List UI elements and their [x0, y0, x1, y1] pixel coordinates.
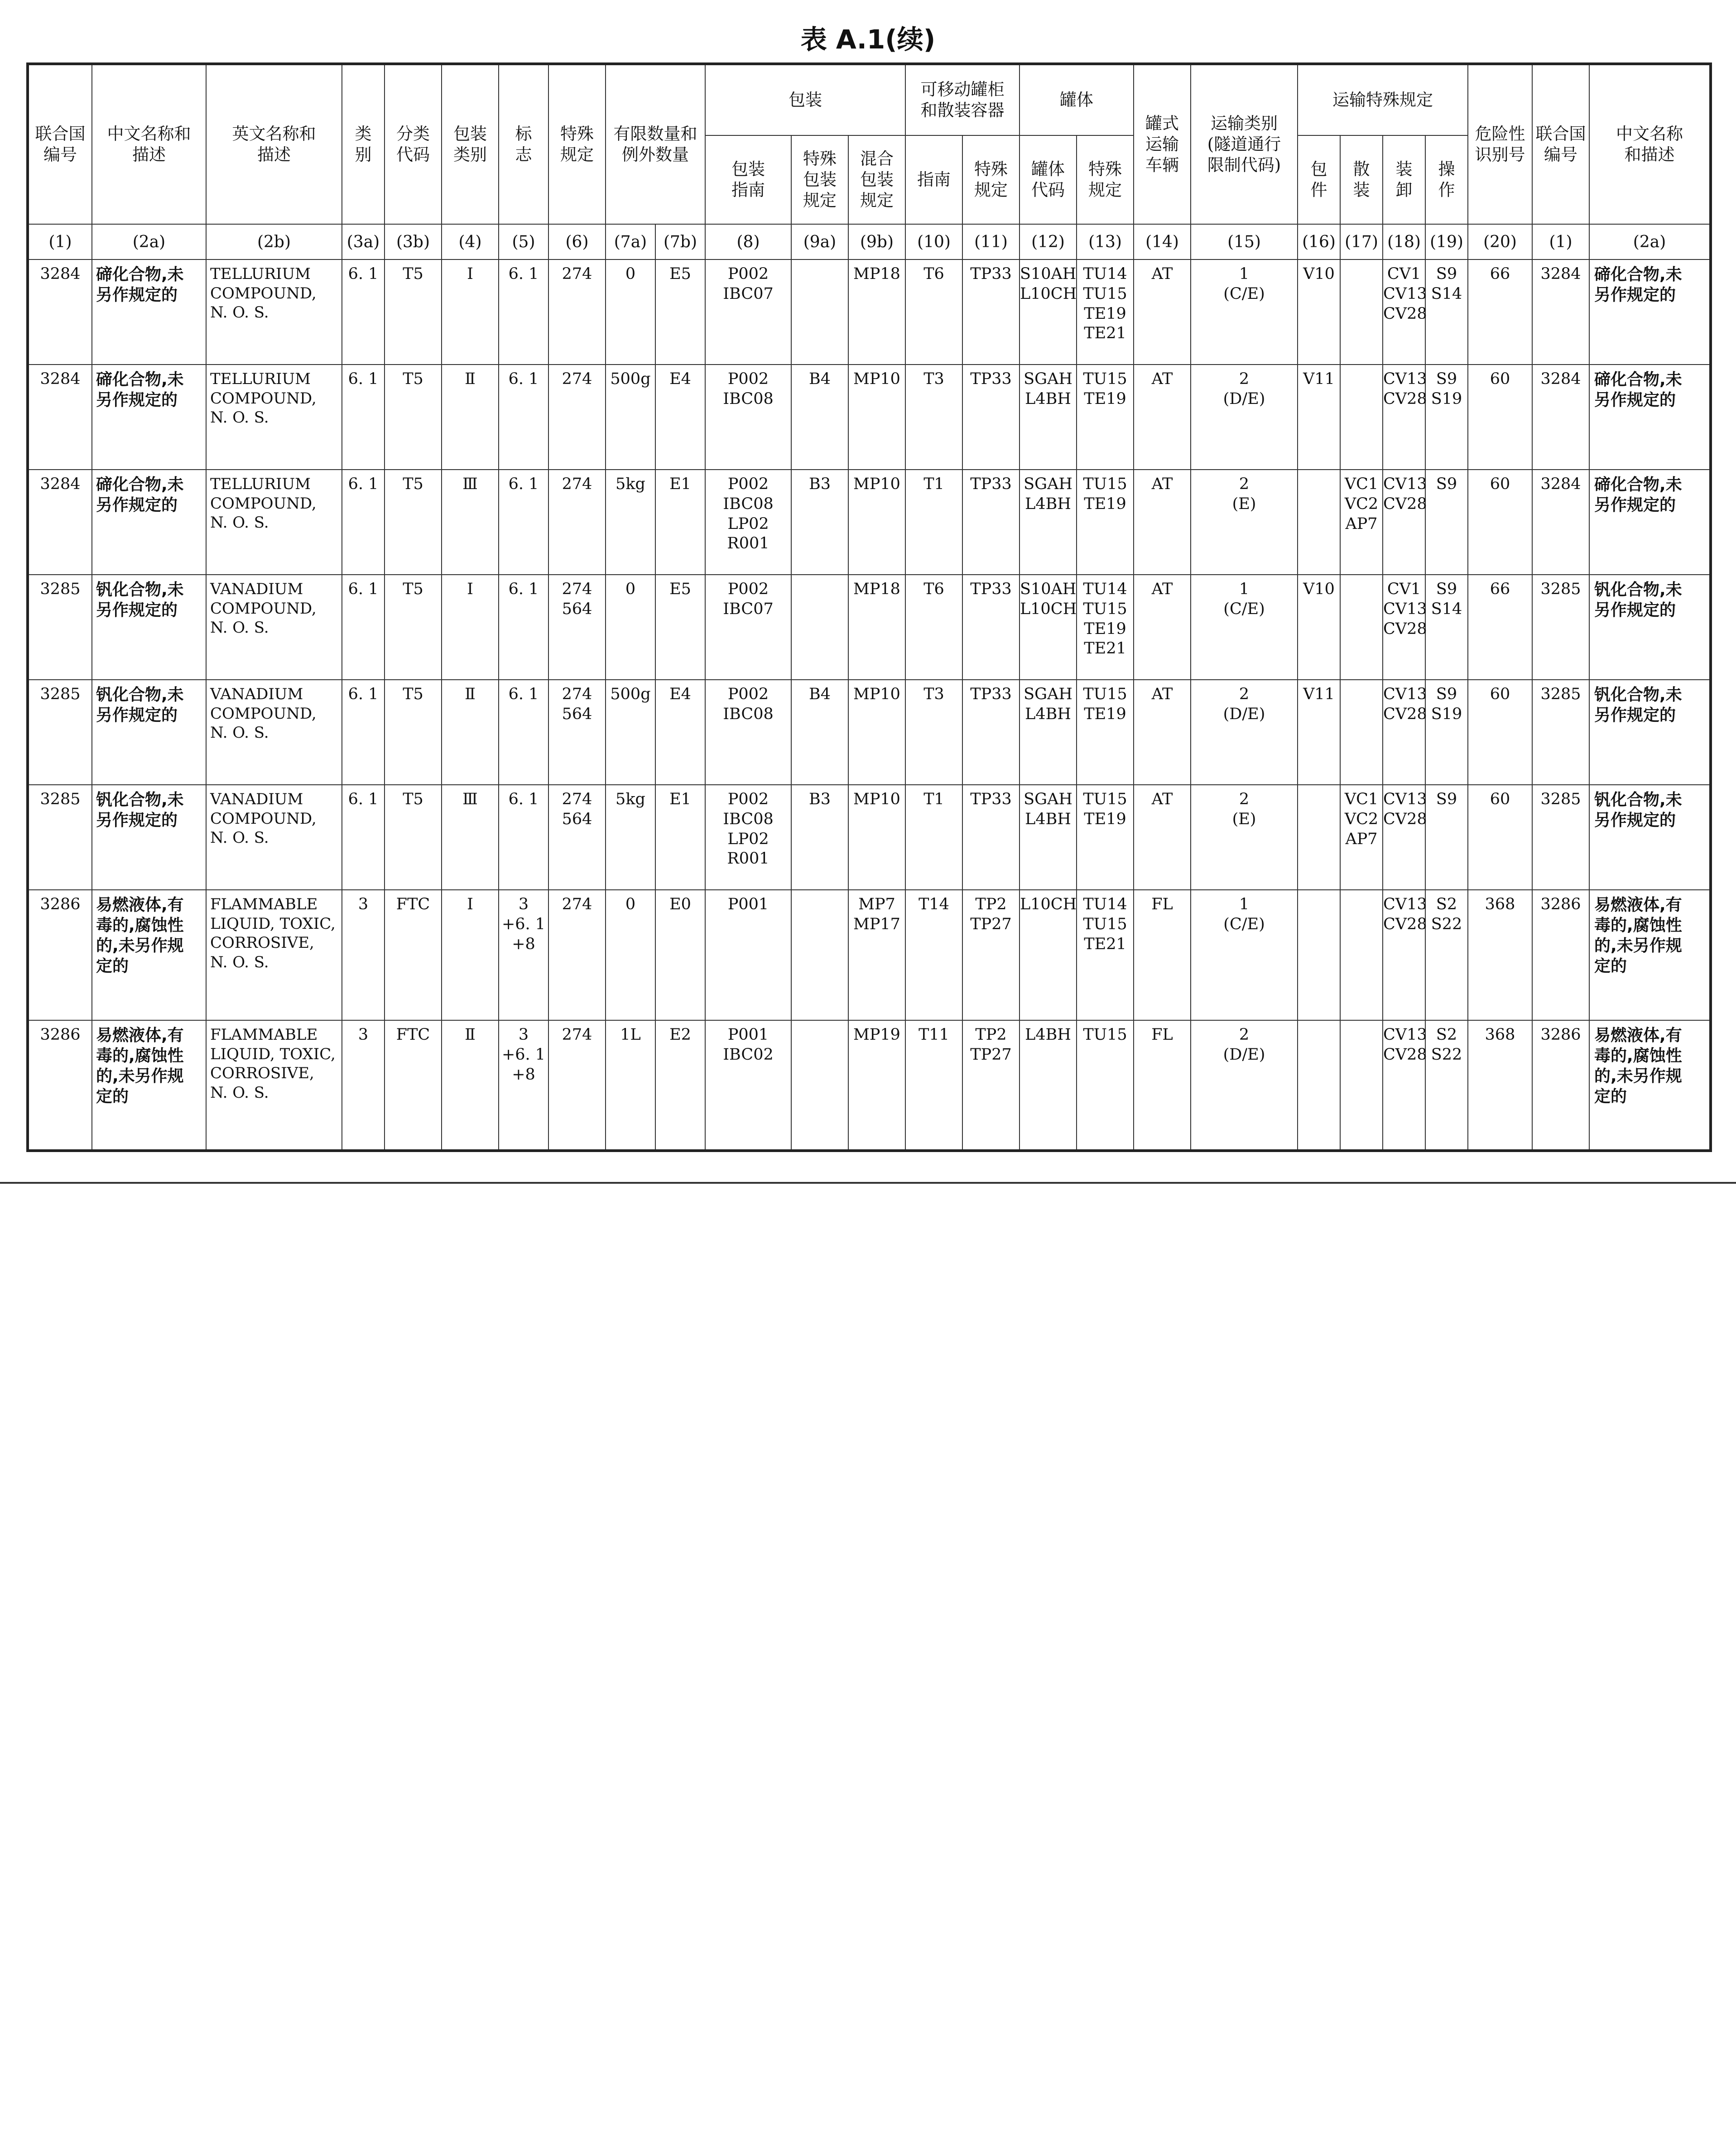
header-hazard-id: 危险性 识别号: [1468, 64, 1532, 224]
header-portable-tanks: 可移动罐柜 和散装容器: [905, 64, 1019, 135]
header-tanks: 罐体: [1019, 64, 1134, 135]
table-cell: MP7 MP17: [848, 890, 905, 1020]
column-number: (2b): [206, 224, 342, 259]
table-cell: P002 IBC08 LP02 R001: [705, 785, 791, 890]
table-cell: 碲化合物,未 另作规定的: [92, 365, 206, 470]
table-cell: [1298, 1020, 1340, 1151]
table-cell: 钒化合物,未 另作规定的: [92, 785, 206, 890]
table-cell: 6. 1: [342, 575, 385, 680]
column-number: (5): [499, 224, 548, 259]
table-cell: P001: [705, 890, 791, 1020]
table-cell: VC1 VC2 AP7: [1340, 470, 1383, 575]
table-cell: MP18: [848, 575, 905, 680]
column-number: (11): [962, 224, 1019, 259]
table-cell: 0: [606, 890, 655, 1020]
table-cell: 500g: [606, 680, 655, 785]
table-cell: P002 IBC07: [705, 259, 791, 365]
table-cell: P002 IBC07: [705, 575, 791, 680]
table-cell: 6. 1: [499, 785, 548, 890]
column-number: (18): [1383, 224, 1425, 259]
table-cell: E5: [655, 575, 705, 680]
column-number: (9b): [848, 224, 905, 259]
column-number: (3a): [342, 224, 385, 259]
table-cell: 60: [1468, 470, 1532, 575]
table-cell: E4: [655, 365, 705, 470]
table-cell: S9 S19: [1425, 365, 1468, 470]
header-un-number-2: 联合国 编号: [1532, 64, 1589, 224]
table-cell: 60: [1468, 365, 1532, 470]
table-cell: E0: [655, 890, 705, 1020]
table-cell: V11: [1298, 365, 1340, 470]
column-number: (1): [1532, 224, 1589, 259]
header-labels: 标 志: [499, 64, 548, 224]
table-cell: T5: [385, 365, 442, 470]
table-cell: T1: [905, 470, 962, 575]
column-number: (7b): [655, 224, 705, 259]
table-cell: FLAMMABLE LIQUID, TOXIC, CORROSIVE, N. O. S.: [206, 1020, 342, 1151]
table-cell: S9 S14: [1425, 575, 1468, 680]
table-cell: 60: [1468, 785, 1532, 890]
table-cell: AT: [1134, 365, 1191, 470]
table-cell: 3285: [28, 680, 92, 785]
table-cell: MP19: [848, 1020, 905, 1151]
column-number: (6): [548, 224, 606, 259]
table-cell: CV13 CV28: [1383, 890, 1425, 1020]
header-chinese-name: 中文名称和 描述: [92, 64, 206, 224]
table-cell: TP33: [962, 259, 1019, 365]
table-cell: 3286: [1532, 1020, 1589, 1151]
table-cell: T5: [385, 575, 442, 680]
table-cell: T6: [905, 575, 962, 680]
table-cell: P002 IBC08: [705, 680, 791, 785]
table-cell: B3: [791, 785, 848, 890]
table-cell: 6. 1: [499, 680, 548, 785]
table-cell: TU15 TE19: [1077, 365, 1134, 470]
table-cell: SGAH L4BH: [1019, 785, 1077, 890]
table-cell: [1340, 890, 1383, 1020]
table-title: 表 A.1(续): [800, 24, 936, 55]
table-cell: TELLURIUM COMPOUND, N. O. S.: [206, 470, 342, 575]
table-cell: CV1 CV13 CV28: [1383, 575, 1425, 680]
table-cell: 274: [548, 259, 606, 365]
column-number: (8): [705, 224, 791, 259]
table-cell: MP18: [848, 259, 905, 365]
header-bulk: 散 装: [1340, 135, 1383, 224]
table-cell: T3: [905, 680, 962, 785]
table-cell: 274: [548, 470, 606, 575]
column-number: (16): [1298, 224, 1340, 259]
table-cell: L4BH: [1019, 1020, 1077, 1151]
table-cell: Ⅰ: [442, 890, 499, 1020]
table-cell: 6. 1: [342, 680, 385, 785]
table-cell: S10AH L10CH: [1019, 575, 1077, 680]
column-number: (7a): [606, 224, 655, 259]
table-cell: [791, 259, 848, 365]
table-cell: CV13 CV28: [1383, 785, 1425, 890]
column-number: (20): [1468, 224, 1532, 259]
table-cell: 3284: [28, 259, 92, 365]
table-cell: 274 564: [548, 680, 606, 785]
table-cell: 易燃液体,有 毒的,腐蚀性 的,未另作规 定的: [1589, 890, 1711, 1020]
table-cell: Ⅲ: [442, 470, 499, 575]
table-cell: Ⅲ: [442, 785, 499, 890]
column-number: (2a): [1589, 224, 1711, 259]
table-cell: Ⅱ: [442, 1020, 499, 1151]
table-cell: 274: [548, 890, 606, 1020]
table-cell: T1: [905, 785, 962, 890]
table-cell: 易燃液体,有 毒的,腐蚀性 的,未另作规 定的: [92, 1020, 206, 1151]
table-cell: FL: [1134, 890, 1191, 1020]
table-cell: MP10: [848, 680, 905, 785]
table-row: [28, 1020, 1711, 1151]
table-cell: CV1 CV13 CV28: [1383, 259, 1425, 365]
header-chinese-name-2: 中文名称 和描述: [1589, 64, 1711, 224]
table-cell: [791, 1020, 848, 1151]
table-cell: Ⅰ: [442, 259, 499, 365]
table-cell: [791, 890, 848, 1020]
table-cell: 3285: [1532, 680, 1589, 785]
table-cell: 碲化合物,未 另作规定的: [1589, 259, 1711, 365]
table-cell: 2 (E): [1191, 785, 1298, 890]
table-cell: 钒化合物,未 另作规定的: [92, 575, 206, 680]
table-cell: AT: [1134, 575, 1191, 680]
table-cell: 1L: [606, 1020, 655, 1151]
table-cell: VC1 VC2 AP7: [1340, 785, 1383, 890]
column-number: (1): [28, 224, 92, 259]
table-row: [28, 365, 1711, 470]
table-cell: FTC: [385, 890, 442, 1020]
table-cell: AT: [1134, 680, 1191, 785]
table-cell: S9 S14: [1425, 259, 1468, 365]
table-cell: 6. 1: [342, 259, 385, 365]
table-cell: B4: [791, 365, 848, 470]
table-row: [28, 680, 1711, 785]
column-number: (3b): [385, 224, 442, 259]
table-cell: TP33: [962, 365, 1019, 470]
table-cell: MP10: [848, 470, 905, 575]
table-cell: 3284: [28, 365, 92, 470]
header-un-number: 联合国 编号: [28, 64, 92, 224]
table-cell: S9: [1425, 785, 1468, 890]
table-cell: 1 (C/E): [1191, 575, 1298, 680]
header-tank-code: 罐体 代码: [1019, 135, 1077, 224]
table-cell: 1 (C/E): [1191, 259, 1298, 365]
header-packing-group: 包装 类别: [442, 64, 499, 224]
table-cell: AT: [1134, 785, 1191, 890]
table-cell: T6: [905, 259, 962, 365]
table-cell: B3: [791, 470, 848, 575]
table-cell: 3286: [28, 1020, 92, 1151]
table-row: [28, 575, 1711, 680]
table-cell: 3 +6. 1 +8: [499, 1020, 548, 1151]
table-cell: E2: [655, 1020, 705, 1151]
table-cell: 3285: [28, 575, 92, 680]
table-cell: VANADIUM COMPOUND, N. O. S.: [206, 785, 342, 890]
table-cell: 6. 1: [499, 470, 548, 575]
table-cell: 3: [342, 890, 385, 1020]
table-cell: SGAH L4BH: [1019, 470, 1077, 575]
table-cell: 3285: [1532, 785, 1589, 890]
table-cell: 钒化合物,未 另作规定的: [92, 680, 206, 785]
table-cell: CV13 CV28: [1383, 470, 1425, 575]
table-cell: FL: [1134, 1020, 1191, 1151]
table-cell: T5: [385, 785, 442, 890]
column-number: (12): [1019, 224, 1077, 259]
table-cell: 0: [606, 575, 655, 680]
table-cell: VANADIUM COMPOUND, N. O. S.: [206, 575, 342, 680]
table-cell: SGAH L4BH: [1019, 365, 1077, 470]
table-cell: TELLURIUM COMPOUND, N. O. S.: [206, 365, 342, 470]
table-cell: E1: [655, 470, 705, 575]
table-cell: 2 (D/E): [1191, 680, 1298, 785]
table-cell: P002 IBC08: [705, 365, 791, 470]
table-header: [28, 64, 1711, 259]
table-cell: TU15: [1077, 1020, 1134, 1151]
table-cell: CV13 CV28: [1383, 680, 1425, 785]
table-cell: T5: [385, 259, 442, 365]
header-packaging: 包装: [705, 64, 905, 135]
table-cell: E4: [655, 680, 705, 785]
column-number: (17): [1340, 224, 1383, 259]
table-cell: TU14 TU15 TE21: [1077, 890, 1134, 1020]
table-cell: 274: [548, 1020, 606, 1151]
table-cell: TU15 TE19: [1077, 680, 1134, 785]
header-special-provisions-carriage: 运输特殊规定: [1298, 64, 1468, 135]
column-number: (19): [1425, 224, 1468, 259]
table-cell: 5kg: [606, 470, 655, 575]
table-cell: S10AH L10CH: [1019, 259, 1077, 365]
column-number: (14): [1134, 224, 1191, 259]
table-cell: TP33: [962, 470, 1019, 575]
table-cell: V11: [1298, 680, 1340, 785]
dangerous-goods-table: [26, 62, 1712, 1152]
table-cell: 368: [1468, 1020, 1532, 1151]
table-cell: MP10: [848, 365, 905, 470]
header-english-name: 英文名称和 描述: [206, 64, 342, 224]
table-cell: 66: [1468, 575, 1532, 680]
page-divider: [0, 1182, 1736, 1184]
table-cell: 3285: [1532, 575, 1589, 680]
table-cell: 368: [1468, 890, 1532, 1020]
table-cell: T5: [385, 680, 442, 785]
table-cell: 500g: [606, 365, 655, 470]
table-cell: 3284: [1532, 470, 1589, 575]
table-cell: S2 S22: [1425, 1020, 1468, 1151]
table-cell: 6. 1: [499, 259, 548, 365]
header-packages: 包 件: [1298, 135, 1340, 224]
table-cell: 6. 1: [499, 365, 548, 470]
header-transport-category: 运输类别 (隧道通行 限制代码): [1191, 64, 1298, 224]
table-cell: 6. 1: [499, 575, 548, 680]
table-cell: 2 (D/E): [1191, 365, 1298, 470]
table-cell: S2 S22: [1425, 890, 1468, 1020]
table-cell: 6. 1: [342, 785, 385, 890]
table-cell: [1340, 1020, 1383, 1151]
table-body: [28, 259, 1711, 1151]
table-cell: TP33: [962, 680, 1019, 785]
table-cell: 0: [606, 259, 655, 365]
table-row: [28, 890, 1711, 1020]
table-cell: T5: [385, 470, 442, 575]
table-cell: [1340, 680, 1383, 785]
table-cell: TP2 TP27: [962, 1020, 1019, 1151]
table-cell: FLAMMABLE LIQUID, TOXIC, CORROSIVE, N. O. S.: [206, 890, 342, 1020]
table-cell: B4: [791, 680, 848, 785]
table-cell: 5kg: [606, 785, 655, 890]
column-number: (4): [442, 224, 499, 259]
table-cell: L10CH: [1019, 890, 1077, 1020]
table-cell: 2 (D/E): [1191, 1020, 1298, 1151]
table-cell: 钒化合物,未 另作规定的: [1589, 680, 1711, 785]
column-number: (15): [1191, 224, 1298, 259]
table-cell: TP33: [962, 785, 1019, 890]
table-cell: [1298, 785, 1340, 890]
header-loading: 装 卸: [1383, 135, 1425, 224]
table-cell: CV13 CV28: [1383, 365, 1425, 470]
header-tank-vehicle: 罐式 运输 车辆: [1134, 64, 1191, 224]
table-cell: E5: [655, 259, 705, 365]
table-cell: P001 IBC02: [705, 1020, 791, 1151]
table-cell: 6. 1: [342, 470, 385, 575]
table-cell: 3: [342, 1020, 385, 1151]
table-cell: TP33: [962, 575, 1019, 680]
table-cell: TU15 TE19: [1077, 470, 1134, 575]
table-cell: 碲化合物,未 另作规定的: [1589, 365, 1711, 470]
column-number: (13): [1077, 224, 1134, 259]
column-number: (2a): [92, 224, 206, 259]
header-pt-special: 特殊 规定: [962, 135, 1019, 224]
table-cell: VANADIUM COMPOUND, N. O. S.: [206, 680, 342, 785]
table-cell: 2 (E): [1191, 470, 1298, 575]
table-cell: TP2 TP27: [962, 890, 1019, 1020]
table-cell: 钒化合物,未 另作规定的: [1589, 785, 1711, 890]
table-cell: [791, 575, 848, 680]
table-cell: 3 +6. 1 +8: [499, 890, 548, 1020]
table-cell: 3286: [1532, 890, 1589, 1020]
table-cell: [1340, 575, 1383, 680]
table-cell: P002 IBC08 LP02 R001: [705, 470, 791, 575]
table-cell: 274: [548, 365, 606, 470]
header-mixed-packing: 混合 包装 规定: [848, 135, 905, 224]
header-operation: 操 作: [1425, 135, 1468, 224]
header-pt-instructions: 指南: [905, 135, 962, 224]
table-cell: Ⅱ: [442, 365, 499, 470]
header-special-packing: 特殊 包装 规定: [791, 135, 848, 224]
table-cell: 60: [1468, 680, 1532, 785]
table-cell: 3286: [28, 890, 92, 1020]
header-packaging-instructions: 包装 指南: [705, 135, 791, 224]
table-cell: [1298, 470, 1340, 575]
header-special-provisions: 特殊 规定: [548, 64, 606, 224]
table-cell: 碲化合物,未 另作规定的: [92, 259, 206, 365]
table-cell: 3284: [1532, 365, 1589, 470]
header-limited-quantities: 有限数量和 例外数量: [606, 64, 705, 224]
header-classification-code: 分类 代码: [385, 64, 442, 224]
table-cell: S9 S19: [1425, 680, 1468, 785]
table-cell: [1298, 890, 1340, 1020]
column-number-row: [28, 224, 1711, 259]
header-class: 类 别: [342, 64, 385, 224]
table-cell: [1340, 365, 1383, 470]
table-cell: FTC: [385, 1020, 442, 1151]
table-cell: CV13 CV28: [1383, 1020, 1425, 1151]
table-cell: 274 564: [548, 575, 606, 680]
table-cell: 1 (C/E): [1191, 890, 1298, 1020]
table-row: [28, 259, 1711, 365]
table-cell: 碲化合物,未 另作规定的: [1589, 470, 1711, 575]
table-cell: TU15 TE19: [1077, 785, 1134, 890]
table-cell: 3285: [28, 785, 92, 890]
table-cell: TELLURIUM COMPOUND, N. O. S.: [206, 259, 342, 365]
table-cell: S9: [1425, 470, 1468, 575]
table-cell: 碲化合物,未 另作规定的: [92, 470, 206, 575]
table-cell: TU14 TU15 TE19 TE21: [1077, 575, 1134, 680]
table-cell: 274 564: [548, 785, 606, 890]
table-cell: Ⅱ: [442, 680, 499, 785]
header-tank-special: 特殊 规定: [1077, 135, 1134, 224]
table-cell: 3284: [1532, 259, 1589, 365]
table-cell: V10: [1298, 575, 1340, 680]
table-cell: 66: [1468, 259, 1532, 365]
table-cell: 3284: [28, 470, 92, 575]
table-cell: TU14 TU15 TE19 TE21: [1077, 259, 1134, 365]
table-cell: MP10: [848, 785, 905, 890]
table-cell: E1: [655, 785, 705, 890]
table-row: [28, 470, 1711, 575]
table-cell: T3: [905, 365, 962, 470]
table-cell: 易燃液体,有 毒的,腐蚀性 的,未另作规 定的: [92, 890, 206, 1020]
table-cell: AT: [1134, 470, 1191, 575]
table-cell: T11: [905, 1020, 962, 1151]
table-cell: T14: [905, 890, 962, 1020]
table-cell: AT: [1134, 259, 1191, 365]
table-cell: Ⅰ: [442, 575, 499, 680]
table-cell: SGAH L4BH: [1019, 680, 1077, 785]
table-cell: 钒化合物,未 另作规定的: [1589, 575, 1711, 680]
table-cell: V10: [1298, 259, 1340, 365]
column-number: (9a): [791, 224, 848, 259]
table-cell: [1340, 259, 1383, 365]
table-cell: 6. 1: [342, 365, 385, 470]
column-number: (10): [905, 224, 962, 259]
table-row: [28, 785, 1711, 890]
table-cell: 易燃液体,有 毒的,腐蚀性 的,未另作规 定的: [1589, 1020, 1711, 1151]
